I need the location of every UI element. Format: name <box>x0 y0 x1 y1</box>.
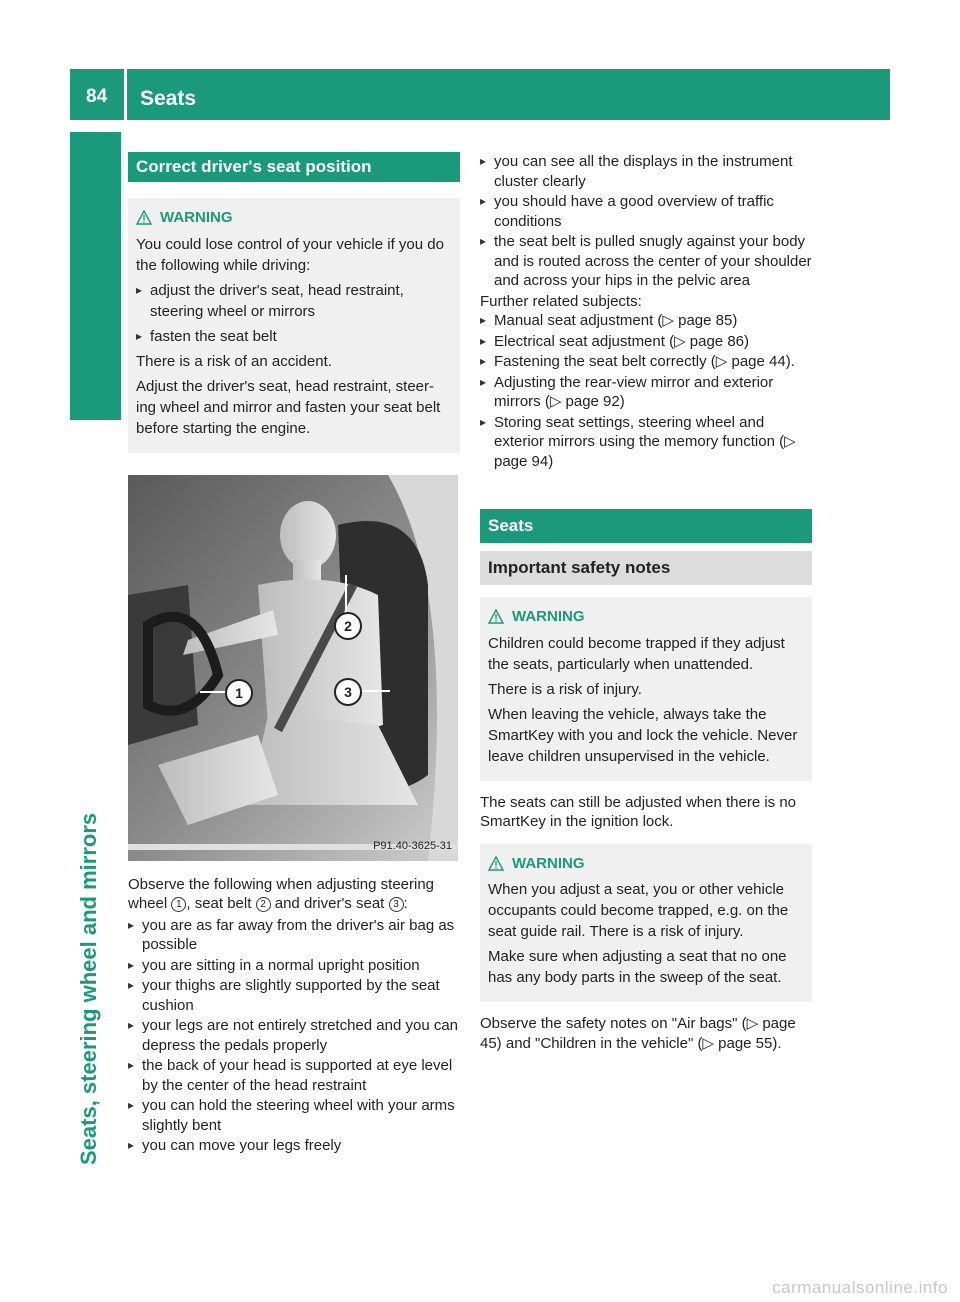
warning-action: When leaving the vehicle, always take the SmartKey with you and lock the vehicle. Never leave children unsupervised in the vehicle. <box>488 705 798 765</box>
watermark: carmanualsonline.info <box>772 1278 948 1297</box>
warning-risk: There is a risk of an accident. <box>136 352 332 370</box>
warning-label: WARNING <box>160 209 233 226</box>
seat-illustration-drawing <box>128 475 458 861</box>
warning-icon <box>488 856 504 871</box>
observe-text: , seat belt <box>186 895 256 912</box>
cross-reference-link[interactable]: ▸ Adjusting the rear-view mirror and exterior mirrors (▷ page 92) <box>480 373 812 412</box>
warning-heading <box>488 607 804 627</box>
observe-text: Observe the following when adjusting steering wheel <box>128 875 435 912</box>
chapter-title: Seats <box>140 87 197 110</box>
warning-action: Adjust the driver's seat, head restraint, steer-ing wheel and mirror and fasten your seat belt before starting the engine. <box>136 377 441 437</box>
cross-reference-link[interactable]: ▸ Fastening the seat belt correctly (▷ page 44). <box>480 352 812 372</box>
page-number: 84 <box>86 86 108 107</box>
right-column <box>480 152 812 1053</box>
warning-icon <box>136 210 152 225</box>
warning-box-2 <box>480 597 812 781</box>
ref-number: 1 <box>171 897 186 912</box>
side-tab-block <box>70 132 121 420</box>
seat-position-illustration <box>128 475 458 861</box>
warning-icon <box>488 609 504 624</box>
section-title-seats: Seats <box>480 509 812 543</box>
header-divider <box>124 69 127 120</box>
adjustment-checklist-continued <box>480 152 812 291</box>
side-tab-label: Seats, steering wheel and mirrors <box>76 812 101 1165</box>
observe-intro <box>128 875 460 914</box>
list-item: ▸ your legs are not entirely stretched and you can depress the pedals properly <box>128 1016 460 1055</box>
paragraph-smartkey: The seats can still be adjusted when there is no SmartKey in the ignition lock. <box>480 793 797 830</box>
ref-number: 2 <box>256 897 271 912</box>
warning-heading <box>488 854 804 874</box>
list-item: ▸ you can see all the displays in the instrument cluster clearly <box>480 152 812 191</box>
paragraph-safety-notes: Observe the safety notes on "Air bags" (▷ page 45) and "Children in the vehicle" (▷ page 55). <box>480 1015 796 1052</box>
cross-reference-link[interactable]: ▸ Storing seat settings, steering wheel and exterior mirrors using the memory function (▷ page 94) <box>480 413 812 472</box>
list-item: ▸ the back of your head is supported at eye level by the center of the head restraint <box>128 1056 460 1095</box>
cross-reference-link[interactable]: ▸ Electrical seat adjustment (▷ page 86) <box>480 332 812 352</box>
adjustment-checklist <box>128 916 460 1156</box>
warning-list <box>136 280 452 347</box>
subsection-title-safety: Important safety notes <box>480 551 812 585</box>
callout-1-steering-wheel: 1 <box>225 679 253 707</box>
warning-text: Children could become trapped if they adjust the seats, particularly when unattended. <box>488 634 785 673</box>
warning-text: When you adjust a seat, you or other vehicle occupants could become trapped, e.g. on the seat guide rail. There is a risk of injury. <box>488 881 789 940</box>
further-subjects-label: Further related subjects: <box>480 292 642 310</box>
warning-risk: There is a risk of injury. <box>488 680 642 698</box>
left-column <box>128 152 460 1157</box>
warning-box-1 <box>128 198 460 453</box>
callout-3-drivers-seat: 3 <box>334 678 362 706</box>
ref-number: 3 <box>389 897 404 912</box>
list-item: ▸ you should have a good overview of traffic conditions <box>480 192 812 231</box>
warning-box-3 <box>480 844 812 1003</box>
cross-reference-link[interactable]: ▸ Manual seat adjustment (▷ page 85) <box>480 311 812 331</box>
list-item: ▸ your thighs are slightly supported by the seat cushion <box>128 976 460 1015</box>
observe-text: and driver's seat <box>270 895 389 912</box>
list-item: ▸ the seat belt is pulled snugly against your body and is routed across the center of your shoulder and across your hips in the pelvic area <box>480 232 812 291</box>
warning-intro: You could lose control of your vehicle if you do the following while driving: <box>136 235 444 274</box>
callout-2-seat-belt: 2 <box>334 612 362 640</box>
list-item: ▸ adjust the driver's seat, head restraint, steering wheel or mirrors <box>136 280 452 322</box>
warning-action: Make sure when adjusting a seat that no one has any body parts in the sweep of the seat. <box>488 948 787 986</box>
list-item: ▸ you are as far away from the driver's air bag as possible <box>128 916 460 955</box>
figure-code: P91.40-3625-31 <box>373 840 452 852</box>
warning-heading <box>136 208 452 228</box>
list-item: ▸ you can move your legs freely <box>128 1136 460 1156</box>
list-item: ▸ fasten the seat belt <box>136 326 452 347</box>
observe-text: : <box>403 895 408 912</box>
warning-label: WARNING <box>512 854 585 872</box>
list-item: ▸ you can hold the steering wheel with your arms slightly bent <box>128 1096 460 1135</box>
section-title-driver-seat: Correct driver's seat position <box>128 152 460 182</box>
list-item: ▸ you are sitting in a normal upright position <box>128 956 460 976</box>
warning-label: WARNING <box>512 608 585 625</box>
further-subjects-list <box>480 311 812 471</box>
